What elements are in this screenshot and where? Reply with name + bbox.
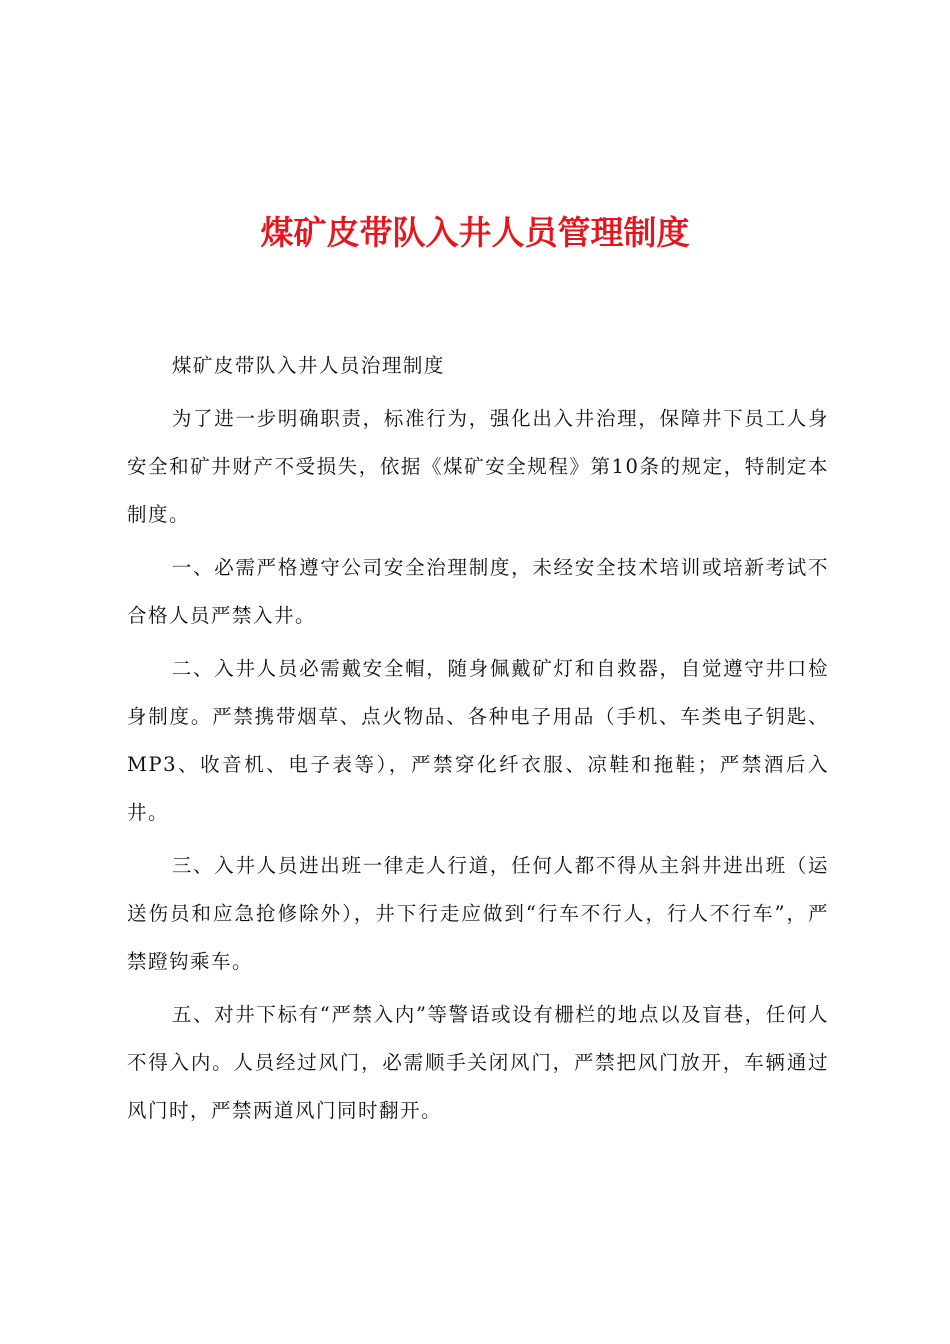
paragraph-rule-5: 五、对井下标有“严禁入内”等警语或设有栅栏的地点以及盲巷，任何人不得入内。人员经过风门，必需顺手关闭风门，严禁把风门放开，车辆通过风门时，严禁两道风门同时翻开。 [127, 1003, 829, 1122]
document-body [127, 342, 829, 1140]
paragraph-purpose: 为了进一步明确职责，标准行为，强化出入井治理，保障井下员工人身安全和矿井财产不受损失，依据《煤矿安全规程》第10条的规定，特制定本制度。 [127, 407, 829, 526]
paragraph-rule-1: 一、必需严格遵守公司安全治理制度，未经安全技术培训或培新考试不合格人员严禁入井。 [127, 556, 829, 627]
paragraph-subtitle: 煤矿皮带队入井人员治理制度 [171, 354, 445, 377]
paragraph-rule-2: 二、入井人员必需戴安全帽，随身佩戴矿灯和自救器，自觉遵守井口检身制度。严禁携带烟草、点火物品、各种电子用品（手机、车类电子钥匙、MP3、收音机、电子表等），严禁穿化纤衣服、凉鞋和拖鞋；严禁酒后入井。 [127, 657, 829, 824]
paragraph-rule-3: 三、入井人员进出班一律走人行道，任何人都不得从主斜井进出班（运送伤员和应急抢修除外），井下行走应做到“行车不行人，行人不行车”，严禁蹬钩乘车。 [127, 854, 829, 973]
document-title: 煤矿皮带队入井人员管理制度 [260, 213, 690, 252]
